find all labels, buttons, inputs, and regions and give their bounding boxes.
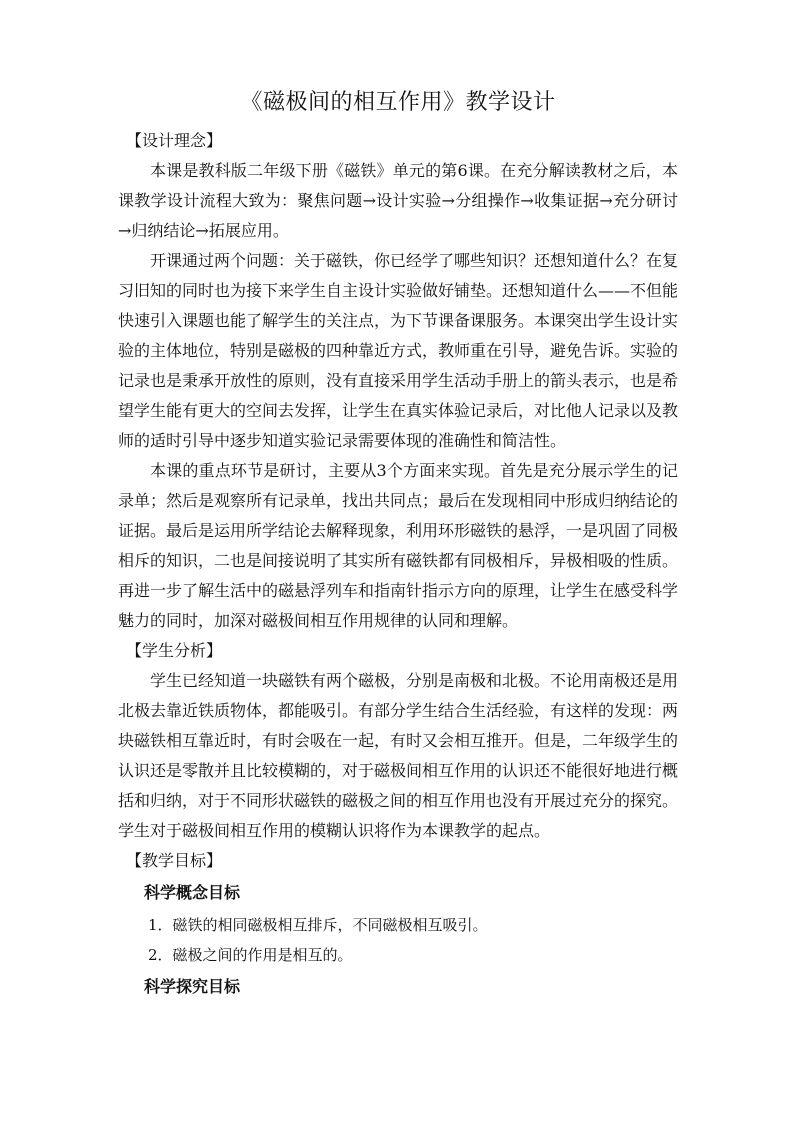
- document-title: 《磁极间的相互作用》教学设计: [240, 90, 556, 115]
- subsection-title: 科学概念目标: [144, 883, 241, 902]
- section-heading: 【教学目标】: [126, 851, 223, 870]
- paragraph: 本课是教科版二年级下册《磁铁》单元的第6课。在充分解读教材之后，本课教学设计流程大致为：聚焦问题→设计实验→分组操作→收集证据→充分研讨→归纳结论→拓展应用。: [118, 161, 678, 240]
- section-student-analysis: [118, 636, 678, 846]
- list-item: 2．磁极之间的作用是相互的。: [148, 946, 353, 964]
- section-design-concept: [118, 126, 678, 636]
- paragraph: 学生已经知道一块磁铁有两个磁极，分别是南极和北极。不论用南极还是用北极去靠近铁质物体，都能吸引。有部分学生结合生活经验，有这样的发现：两块磁铁相互靠近时，有时会吸在一起，有时又会相互推开。但是，二年级学生的认识还是零散并且比较模糊的，对于磁极间相互作用的认识还不能很好地进行概括和归纳，对于不同形状磁铁的磁极之间的相互作用也没有开展过充分的探究。学生对于磁极间相互作用的模糊认识将作为本课教学的起点。: [118, 671, 679, 840]
- section-heading: 【学生分析】: [126, 641, 223, 660]
- paragraph: 本课的重点环节是研讨，主要从3个方面来实现。首先是充分展示学生的记录单；然后是观察所有记录单，找出共同点；最后在发现相同中形成归纳结论的证据。最后是运用所学结论去解释现象，利用环形磁铁的悬浮，一是巩固了同极相斥的知识，二也是间接说明了其实所有磁铁都有同极相斥，异极相吸的性质。再进一步了解生活中的磁悬浮列车和指南针指示方向的原理，让学生在感受科学魅力的同时，加深对磁极间相互作用规律的认同和理解。: [118, 461, 679, 630]
- list-item: 1．磁铁的相同磁极相互排斥，不同磁极相互吸引。: [148, 916, 488, 934]
- section-teaching-goals: [118, 846, 678, 1004]
- paragraph: 开课通过两个问题：关于磁铁，你已经学了哪些知识？还想知道什么？在复习旧知的同时也为接下来学生自主设计实验做好铺垫。还想知道什么——不但能快速引入课题也能了解学生的关注点，为下节课备课服务。本课突出学生设计实验的主体地位，特别是磁极的四种靠近方式，教师重在引导，避免告诉。实验的记录也是秉承开放性的原则，没有直接采用学生活动手册上的箭头表示，也是希望学生能有更大的空间去发挥，让学生在真实体验记录后，对比他人记录以及教师的适时引导中逐步知道实验记录需要体现的准确性和简洁性。: [118, 251, 679, 450]
- document-content: [118, 86, 678, 1004]
- section-heading: 【设计理念】: [126, 131, 223, 150]
- subsection-title: 科学探究目标: [144, 977, 241, 996]
